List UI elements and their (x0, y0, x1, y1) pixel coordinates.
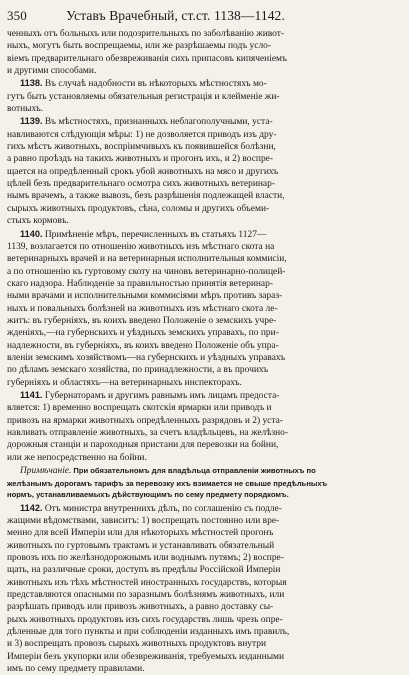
text-line: губерніяхъ и областяхъ—на ветеринарныхъ инспекторахъ. (7, 377, 242, 388)
text-line: щать, на различные сроки, доступъ въ предѣлы Россійской Имперіи (7, 565, 281, 576)
text-line: вляется: 1) временно воспрещать скотскія ярмарки или приводъ и (7, 403, 272, 414)
text-line: представляются опасными по заразнымъ болѣзнямъ животныхъ, или (7, 589, 285, 600)
text-line: по дѣламъ земскаго хозяйства, по принадлежности, а въ прочихъ (7, 365, 269, 376)
running-title: Уставъ Врачебный, ст.ст. 1138—1142. (66, 8, 285, 23)
text-line: навливаются слѣдующія мѣры: 1) не дозволяется приводъ изъ дру- (7, 129, 277, 140)
text-line: ными врачами и исполнительными коммисіями мѣръ противъ зараз- (7, 291, 283, 302)
main-text (7, 28, 400, 464)
text-line: животныхъ изъ тѣхъ мѣстностей иностранныхъ государствъ, которыя (7, 577, 287, 588)
text-line: привозъ на ярмарки животныхъ опредѣленныхъ разрядовъ и 2) уста- (7, 415, 283, 426)
text-line: разрѣшать приводъ или привозъ животныхъ, а равно доставку сы- (7, 602, 274, 613)
text-line: гутъ быть установляемы обязательныя регистрація и клейменіе жи- (7, 91, 280, 102)
text-line: сырыхъ животныхъ продуктовъ, сѣна, соломы и другихъ объеми- (7, 203, 270, 214)
text-line: цѣлей безъ предварительнаго осмотра сихъ животныхъ ветеринар- (7, 179, 275, 190)
text-line: ныхъ и повальныхъ болѣзней на животныхъ изъ мѣстнаго скота ле- (7, 303, 278, 314)
article-number: 1138. (20, 78, 43, 89)
text-line: щается на опредѣленный срокъ убой животныхъ на мясо и другихъ (7, 166, 279, 177)
note-line: нормъ, устанавливаемыхъ дѣйствующимъ по сему предмету порядкомъ. (7, 490, 289, 500)
text-line: скаго надзора. Наблюденіе за правильностью принятія ветеринар- (7, 278, 273, 289)
text-line: Имперіи безъ укупорки или обезвреживанія, требуемыхъ изданными (7, 651, 285, 662)
note-label: Примѣчаніе. (20, 466, 72, 477)
text-line: 1139, возлагается по отношенію животныхъ изъ мѣстнаго скота на (7, 241, 275, 252)
text-line: жденіяхъ,—на губернскихъ и уѣздныхъ земскихъ управахъ, по при- (7, 328, 279, 339)
text-line: или же непосредственно на бойни. (7, 452, 147, 463)
text-line: гихъ мѣстъ животныхъ, воспріимчивыхъ къ появившейся болѣзни, (7, 142, 276, 153)
text-line: животныхъ по гуртовымъ трактамъ и устанавливать обязательный (7, 540, 275, 551)
note-line: желѣзнымъ дорогамъ тарифъ за перевозку ихъ взимается не свыше предѣльныхъ (7, 478, 328, 488)
text-line: 1138. Въ случаѣ надобности въ нѣкоторыхъ мѣстностяхъ мо- (20, 78, 267, 90)
article-number: 1139. (20, 116, 43, 127)
text-line: нымъ врачемъ, а также вывозъ, безъ разрѣшенія подлежащей власти, (7, 191, 285, 202)
text-line: жащими вѣдомствами, зависитъ: 1) воспрещать постоянно или вре- (7, 515, 280, 526)
text-line: 1140. Примѣненіе мѣръ, перечисленныхъ въ статьяхъ 1127— (20, 228, 267, 240)
text-line: стыхъ кормовъ. (7, 216, 69, 227)
text-line: дѣленные для того пункты и при соблюденіи изданныхъ имъ правилъ, (7, 626, 290, 637)
text-line: віемъ предварительнаго обезвреживанія сихъ припасовъ кипяченіемъ (7, 53, 287, 64)
text-line: ветеринарныхъ врачей и на ветеринарныя исполнительныя коммисіи, (7, 254, 287, 265)
main-text-continued (7, 502, 400, 675)
document-body (7, 28, 400, 675)
text-line: а по отношенію къ гуртовому скоту на чиновъ ветеринарно-полицей- (7, 266, 286, 277)
footnote-note (7, 465, 400, 501)
text-line: навливать отправленіе животныхъ, за счетъ владѣльцевъ, на желѣзно- (7, 428, 289, 438)
text-line: ныхъ, могутъ быть воспрещаемы, или же разрѣшаемы подъ усло- (7, 41, 272, 52)
text-line: и 3) воспрещать провозъ сырыхъ животныхъ продуктовъ внутри (7, 639, 266, 650)
text-line: надлежности, въ губерніяхъ, въ коихъ введено Положеніе объ упра- (7, 340, 279, 351)
text-line: и другими способами. (7, 66, 97, 77)
article-number: 1142. (20, 502, 43, 513)
text-line: рыхъ животныхъ продуктовъ изъ сихъ государствъ лишь чрезъ опре- (7, 614, 283, 625)
text-line: 1139. Въ мѣстностяхъ, признанныхъ неблагополучными, уста- (20, 116, 273, 128)
text-line: житъ: въ губерніяхъ, въ коихъ введено Положеніе о земскихъ учре- (7, 315, 277, 326)
page-number: 350 (7, 8, 27, 23)
text-line: 1142. Отъ министра внутреннихъ дѣлъ, по соглашенію съ подле- (20, 502, 282, 514)
text-line: имъ по сему предмету правилами. (7, 664, 145, 674)
text-line: дорожныя станціи и пароходныя пристани для перевозки на бойни, (7, 440, 279, 451)
text-line: 1141. Губернаторамъ и другимъ равнымъ имъ лицамъ предоста- (20, 389, 280, 401)
article-number: 1141. (20, 389, 43, 400)
text-line: ченныхъ отъ больныхъ или подозрительныхъ по заболѣванію живот- (7, 29, 285, 39)
text-line: вленіи земскимъ хозяйствомъ—на губернскихъ и уѣздныхъ управахъ (7, 352, 286, 363)
article-number: 1140. (20, 228, 43, 239)
text-line: провозъ ихъ по желѣзнодорожнымъ или воднымъ путямъ; 2) воспре- (7, 552, 284, 563)
text-line: а равно проѣздъ на такихъ животныхъ и прогонъ ихъ, и 2) воспре- (7, 154, 273, 165)
page-header (7, 8, 400, 28)
text-line: вотныхъ. (7, 104, 44, 115)
text-line: менно для всей Имперіи или для нѣкоторыхъ мѣстностей прогонъ (7, 528, 274, 539)
note-line: Примѣчаніе. При обязательномъ для владѣльца отправленіи животныхъ по (20, 466, 316, 477)
